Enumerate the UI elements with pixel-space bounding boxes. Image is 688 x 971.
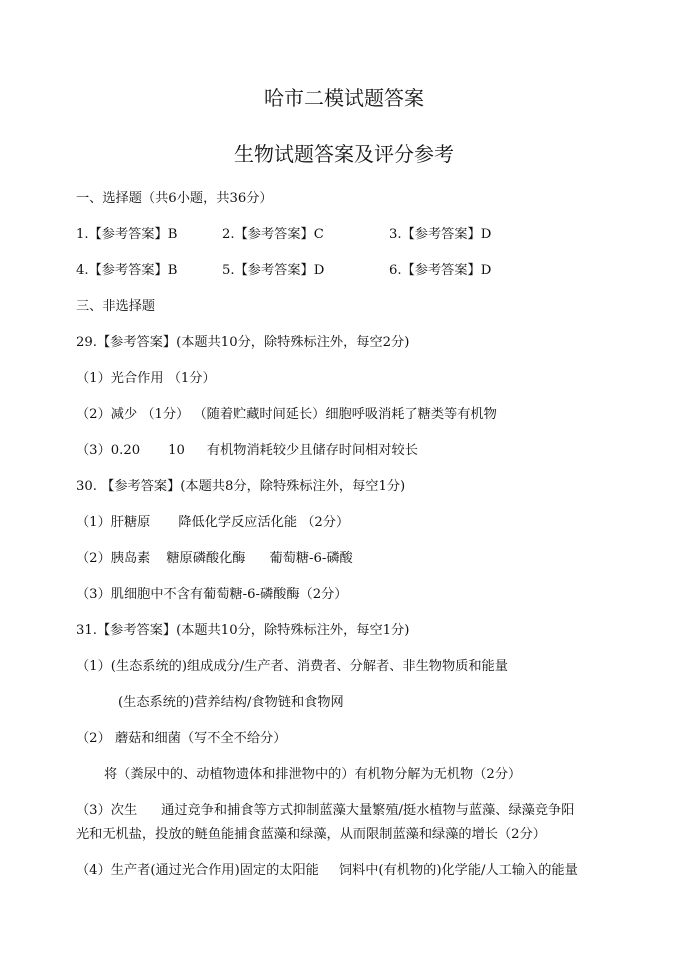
q29-line1: （1）光合作用 （1分） [76, 371, 216, 386]
q31-line3-a: （3）次生 [76, 803, 138, 818]
q31-line3 [76, 802, 574, 820]
q31-line1-continued: (生态系统的)营养结构/食物链和食物网 [118, 695, 344, 710]
q29-header: 29.【参考答案】(本题共10分，除特殊标注外，每空2分) [76, 335, 410, 350]
mc-answer-4: 4.【参考答案】B [76, 263, 178, 278]
section3-heading: 三、非选择题 [76, 299, 156, 314]
q31-line4-a: （4）生产者(通过光合作用)固定的太阳能 [76, 863, 319, 878]
q31-line3-b: 通过竞争和捕食等方式抑制蓝藻大量繁殖/挺水植物与蓝藻、绿藻竞争阳 [161, 803, 575, 818]
q29-line3 [76, 442, 418, 460]
q30-line2-a: （2）胰岛素 [76, 551, 151, 566]
mc-answer-6: 6.【参考答案】D [389, 263, 492, 278]
q30-line2-c: 葡萄糖-6-磷酸 [269, 551, 353, 566]
q31-line4 [76, 862, 578, 880]
q31-line4-b: 饲料中(有机物的)化学能/人工输入的能量 [338, 863, 578, 878]
mc-answer-5: 5.【参考答案】D [222, 263, 325, 278]
q31-line2-continued: 将（粪尿中的、动植物遗体和排泄物中的）有机物分解为无机物（2分） [104, 767, 522, 782]
document-title: 哈市二模试题答案 [264, 86, 424, 110]
q30-line1-b: 降低化学反应活化能 （2分） [178, 515, 350, 530]
q30-line2 [76, 550, 353, 568]
q29-line2: （2）减少 （1分） （随着贮藏时间延长）细胞呼吸消耗了糖类等有机物 [76, 407, 497, 422]
q30-line1-a: （1）肝糖原 [76, 515, 151, 530]
q30-line2-b: 糖原磷酸化酶 [166, 551, 246, 566]
mc-answer-2: 2.【参考答案】C [222, 227, 324, 242]
section1-heading: 一、选择题（共6小题，共36分） [76, 191, 273, 206]
q30-header: 30. 【参考答案】(本题共8分，除特殊标注外，每空1分) [76, 479, 406, 494]
q31-header: 31.【参考答案】(本题共10分，除特殊标注外，每空1分) [76, 623, 410, 638]
q29-line3-value-b: 10 [168, 443, 185, 458]
q31-line3-continued: 光和无机盐，投放的鲢鱼能捕食蓝藻和绿藻，从而限制蓝藻和绿藻的增长（2分） [76, 827, 546, 842]
q30-line1 [76, 514, 349, 532]
q29-line3-value-a: （3）0.20 [76, 443, 141, 458]
document-subtitle: 生物试题答案及评分参考 [234, 142, 454, 166]
q30-line3: （3）肌细胞中不含有葡萄糖-6-磷酸酶（2分） [76, 587, 348, 602]
mc-answer-3: 3.【参考答案】D [389, 227, 492, 242]
q31-line1: （1）(生态系统的)组成成分/生产者、消费者、分解者、非生物物质和能量 [76, 659, 508, 674]
mc-answer-1: 1.【参考答案】B [76, 227, 178, 242]
q31-line2: （2） 蘑菇和细菌（写不全不给分） [76, 731, 287, 746]
q29-line3-text: 有机物消耗较少且储存时间相对较长 [206, 443, 418, 458]
